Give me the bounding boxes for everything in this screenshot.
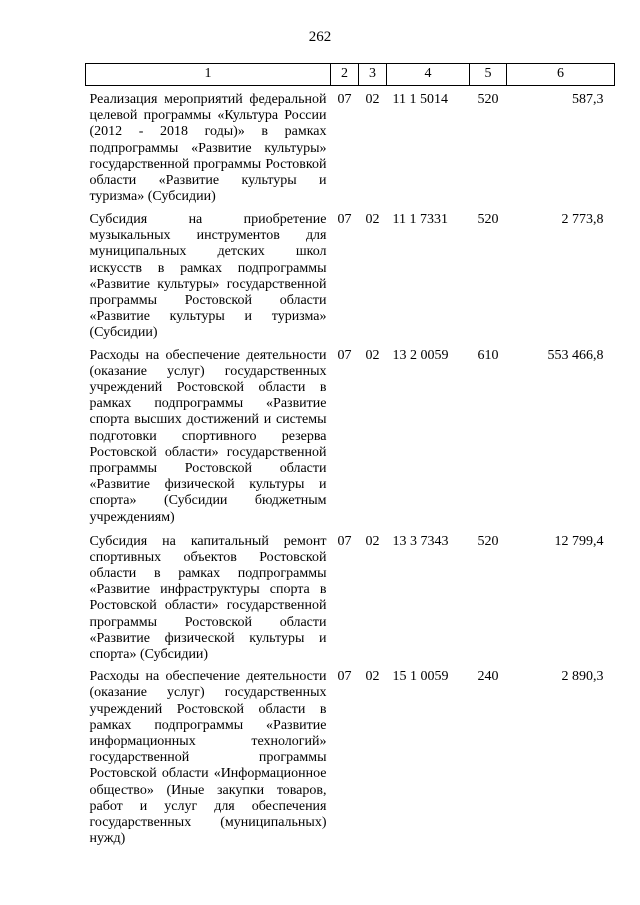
row-section: 07 [337, 212, 352, 227]
table-row [86, 342, 615, 528]
row-description: Расходы на обеспечение деятельности (оказание услуг) государственных учреждений Ростовской области в рамках подпрограммы «Развитие спорта высших достижений и системы подготовки спортивного резерва Ростовской области» государственной программы Ростовской области «Развитие физической культуры и спорта» (Субсидии бюджетным учреждениям) [89, 347, 327, 525]
column-header-1: 1 [86, 64, 331, 86]
row-section: 07 [337, 669, 352, 685]
row-expense-type: 520 [477, 92, 499, 107]
page-number: 262 [308, 29, 332, 45]
row-section: 07 [337, 92, 352, 107]
budget-table [85, 63, 615, 849]
row-target-article: 13 2 0059 [392, 347, 449, 363]
row-subsection: 02 [365, 669, 380, 685]
row-amount: 587,3 [572, 92, 604, 107]
row-target-article: 13 3 7343 [392, 533, 449, 549]
row-expense-type: 520 [477, 533, 499, 549]
row-amount: 2 773,8 [561, 212, 604, 227]
row-expense-type: 240 [477, 669, 499, 685]
row-section: 07 [337, 347, 352, 363]
table-header-row [86, 64, 615, 86]
column-header-3: 3 [359, 64, 387, 86]
row-description: Реализация мероприятий федеральной целевой программы «Культура России (2012 - 2018 годы)» в рамках подпрограммы «Развитие культуры» государственной программы Ростовкой области «Развитие культуры и туризма» (Субсидии) [89, 92, 327, 205]
column-header-2: 2 [331, 64, 359, 86]
row-expense-type: 520 [477, 212, 499, 227]
row-description: Расходы на обеспечение деятельности (оказание услуг) государственных учреждений Ростовской области в рамках подпрограммы «Развитие информационных технологий» государственной программы Ростовской области «Информационное общество» (Иные закупки товаров, работ и услуг для обеспечения государственных (муниципальных) нужд) [89, 669, 327, 847]
row-subsection: 02 [365, 212, 380, 227]
table-row [86, 86, 615, 207]
row-target-article: 15 1 0059 [392, 669, 449, 685]
table-row [86, 206, 615, 342]
column-header-6: 6 [507, 64, 615, 86]
row-subsection: 02 [365, 92, 380, 107]
row-subsection: 02 [365, 533, 380, 549]
row-expense-type: 610 [477, 347, 499, 363]
row-target-article: 11 1 7331 [392, 212, 448, 227]
column-header-5: 5 [470, 64, 507, 86]
table-row [86, 528, 615, 664]
row-subsection: 02 [365, 347, 380, 363]
row-section: 07 [337, 533, 352, 549]
row-description: Субсидия на приобретение музыкальных инструментов для муниципальных детских школ искусств в рамках подпрограммы «Развитие культуры» государственной программы Ростовской области «Развитие культуры и туризма» (Субсидии) [89, 212, 327, 341]
table-row [86, 663, 615, 849]
column-header-4: 4 [387, 64, 470, 86]
row-amount: 553 466,8 [547, 347, 604, 363]
row-amount: 12 799,4 [554, 533, 604, 549]
row-target-article: 11 1 5014 [392, 92, 448, 107]
row-description: Субсидия на капитальный ремонт спортивных объектов Ростовской области в рамках подпрограммы «Развитие инфраструктуры спорта в Ростовской области» государственной программы Ростовской области «Развитие физической культуры и спорта» (Субсидии) [89, 533, 327, 663]
row-amount: 2 890,3 [561, 669, 604, 685]
